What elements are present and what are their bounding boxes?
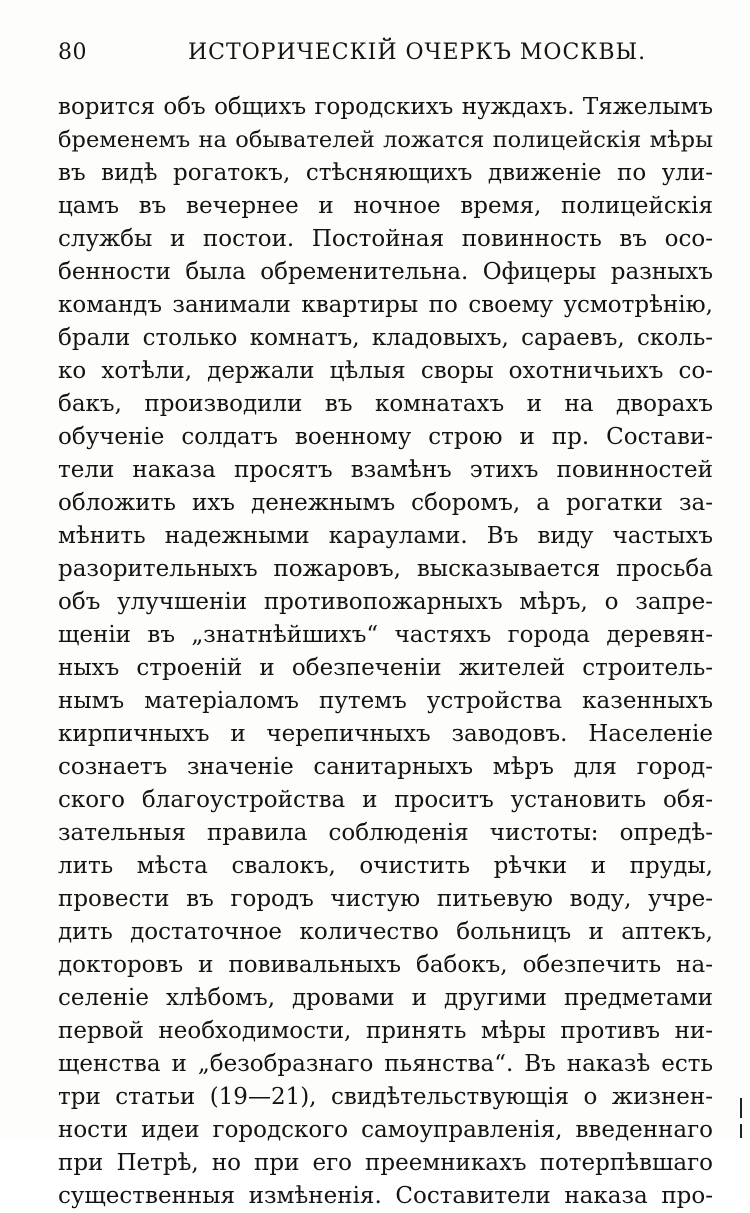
text-line: цамъ въ вечернее и ночное время, полицейскія [58,193,713,219]
text-line: провести въ городъ чистую питьевую воду, учре- [58,886,713,912]
page-edge-mark [740,1124,742,1138]
text-line: ко хотѣли, держали цѣлыя своры охотничьихъ со- [58,358,713,384]
text-line: кирпичныхъ и черепичныхъ заводовъ. Населеніе [58,721,713,747]
text-line: бременемъ на обывателей ложатся полицейскія мѣры [58,127,713,153]
text-line: брали столько комнатъ, кладовыхъ, сараевъ, сколь- [58,325,713,351]
text-line: объ улучшеніи противопожарныхъ мѣръ, о запре- [58,589,713,615]
text-line: ского благоустройства и проситъ установить обя- [58,787,713,813]
text-line: въ видѣ рогатокъ, стѣсняющихъ движеніе по ули- [58,160,713,186]
text-line: щенства и „безобразнаго пьянства“. Въ наказѣ есть [58,1051,713,1077]
text-line: дить достаточное количество больницъ и аптекъ, [58,919,713,945]
page-number: 80 [58,40,87,65]
text-line: щеніи въ „знатнѣйшихъ“ частяхъ города деревян- [58,622,713,648]
page-edge-mark [740,1098,742,1118]
text-line: три статьи (19—21), свидѣтельствующія о жизнен- [58,1084,713,1110]
text-line: сознаетъ значеніе санитарныхъ мѣръ для город- [58,754,713,780]
body-text [58,91,713,1213]
text-line: ности идеи городского самоуправленія, введеннаго [58,1117,713,1143]
text-line: ворится объ общихъ городскихъ нуждахъ. Тяжелымъ [58,94,713,120]
text-line: обложить ихъ денежнымъ сборомъ, а рогатки за- [58,490,713,516]
text-line: докторовъ и повивальныхъ бабокъ, обезпечить на- [58,952,713,978]
text-line: обученіе солдатъ военному строю и пр. Состави- [58,424,713,450]
text-line: бакъ, производили въ комнатахъ и на дворахъ [58,391,713,417]
text-line: тели наказа просятъ взамѣнъ этихъ повинностей [58,457,713,483]
text-line: зательныя правила соблюденія чистоты: опредѣ- [58,820,713,846]
text-line: разорительныхъ пожаровъ, высказывается просьба [58,556,713,582]
text-line: селеніе хлѣбомъ, дровами и другими предметами [58,985,713,1011]
text-line: ныхъ строеній и обезпеченіи жителей строитель- [58,655,713,681]
text-line: лить мѣста свалокъ, очистить рѣчки и пруды, [58,853,713,879]
text-line: при Петрѣ, но при его преемникахъ потерпѣвшаго [58,1150,713,1176]
running-title: ИСТОРИЧЕСКІЙ ОЧЕРКЪ МОСКВЫ. [188,40,647,65]
text-line: бенности была обременительна. Офицеры разныхъ [58,259,713,285]
text-line: командъ занимали квартиры по своему усмотрѣнію, [58,292,713,318]
text-line: существенныя измѣненія. Составители наказа про- [58,1183,713,1209]
text-line: службы и постои. Постойная повинность въ осо- [58,226,713,252]
running-head [58,40,714,74]
text-line: мѣнить надежными караулами. Въ виду частыхъ [58,523,713,549]
text-line: первой необходимости, принять мѣры противъ ни- [58,1018,713,1044]
text-line: нымъ матеріаломъ путемъ устройства казенныхъ [58,688,713,714]
